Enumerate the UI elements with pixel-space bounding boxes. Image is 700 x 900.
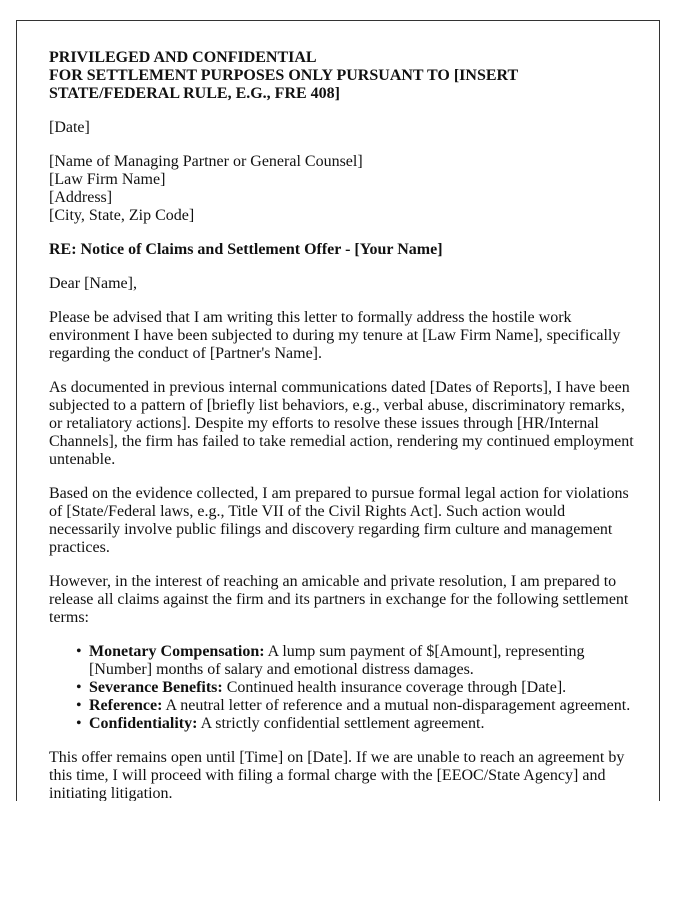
paragraph-intro: Please be advised that I am writing this letter to formally address the hostile work environment I have been subjected to during my tenure at [Law Firm Name], specifically regarding the conduct of [Partner's Name]. <box>49 309 621 362</box>
term-label: Monetary Compensation: <box>89 643 265 660</box>
term-reference <box>76 697 639 715</box>
term-text: A neutral letter of reference and a mutual non-disparagement agreement. <box>162 697 631 714</box>
paragraph-documentation: As documented in previous internal communications dated [Dates of Reports], I have been subjected to a pattern of [briefly list behaviors, e.g., verbal abuse, discriminatory remarks, or retaliatory actions]. Despite my efforts to resolve these issues through [HR/Internal Channels], the firm has failed to take remedial action, rendering my continued employment untenable. <box>49 379 634 468</box>
recipient-address: [Address] <box>49 189 113 206</box>
recipient-city-state-zip: [City, State, Zip Code] <box>49 207 195 224</box>
paragraph-settlement-offer: However, in the interest of reaching an amicable and private resolution, I am prepared to release all claims against the firm and its partners in exchange for the following settlement terms: <box>49 573 629 626</box>
term-monetary-compensation <box>76 643 639 679</box>
letter-content <box>49 49 639 801</box>
term-text: A lump sum payment of $[Amount], representing [Number] months of salary and emotional distress damages. <box>89 643 585 678</box>
header-line-settlement-purposes: FOR SETTLEMENT PURPOSES ONLY PURSUANT TO [INSERT STATE/FEDERAL RULE, E.G., FRE 408] <box>49 67 518 102</box>
term-severance-benefits <box>76 679 639 697</box>
term-label: Severance Benefits: <box>89 679 223 696</box>
paragraph-closing-deadline: This offer remains open until [Time] on [Date]. If we are unable to reach an agreement by this time, I will proceed with filing a formal charge with the [EEOC/State Agency] and initiating litigation. <box>49 749 625 801</box>
subject-line: RE: Notice of Claims and Settlement Offer - [Your Name] <box>49 241 443 258</box>
letter-page <box>16 20 660 801</box>
recipient-name: [Name of Managing Partner or General Counsel] <box>49 153 363 170</box>
header-line-privileged: PRIVILEGED AND CONFIDENTIAL <box>49 49 317 66</box>
recipient-firm: [Law Firm Name] <box>49 171 166 188</box>
bullet-icon: • <box>76 697 82 714</box>
settlement-terms-list <box>49 643 639 733</box>
bullet-icon: • <box>76 679 82 696</box>
recipient-address-block <box>49 153 639 225</box>
term-label: Reference: <box>89 697 163 714</box>
term-confidentiality <box>76 715 639 733</box>
term-label: Confidentiality: <box>89 715 198 732</box>
salutation: Dear [Name], <box>49 275 137 292</box>
bullet-icon: • <box>76 643 82 660</box>
bullet-icon: • <box>76 715 82 732</box>
paragraph-legal-action: Based on the evidence collected, I am prepared to pursue formal legal action for violations of [State/Federal laws, e.g., Title VII of the Civil Rights Act]. Such action would necessarily involve public filings and discovery regarding firm culture and management practices. <box>49 485 629 556</box>
term-text: Continued health insurance coverage through [Date]. <box>222 679 567 696</box>
confidentiality-header <box>49 49 639 103</box>
letter-date: [Date] <box>49 119 90 136</box>
term-text: A strictly confidential settlement agreement. <box>197 715 485 732</box>
